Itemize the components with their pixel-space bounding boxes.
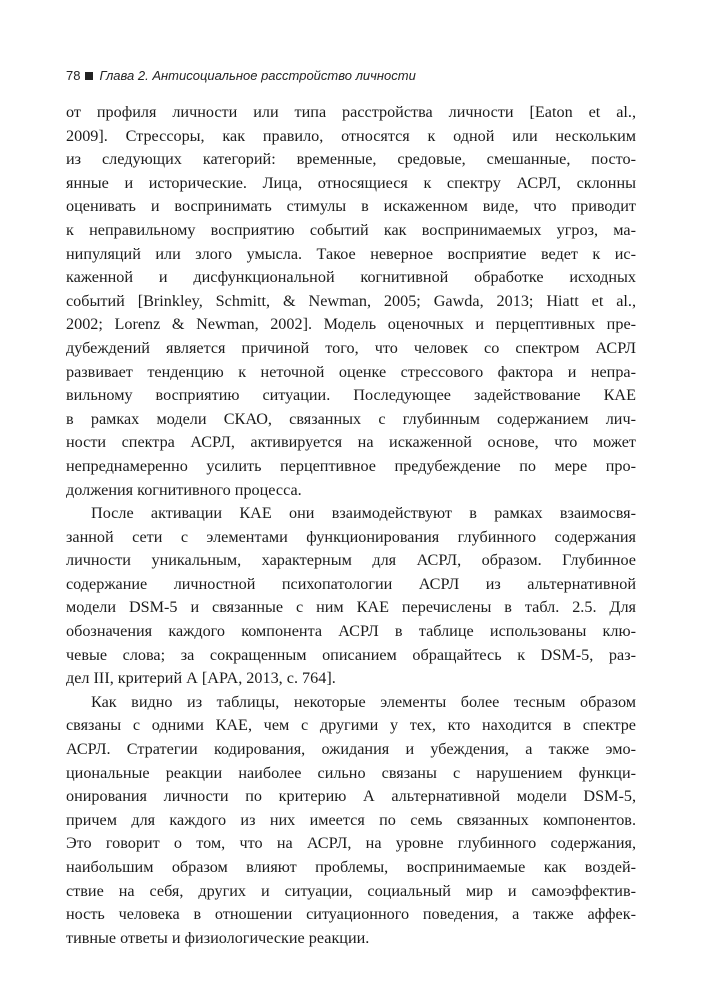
italic-run: Hiatt <box>546 291 579 310</box>
text-run: & <box>160 315 197 334</box>
text-run: янные и исторические. Лица, относящиеся к спектру АСРЛ, склонны <box>66 173 636 192</box>
text-line <box>66 172 636 196</box>
italic-run: Gawda <box>433 291 480 310</box>
text-run: дубеждений является причиной того, что человек со спектром АСРЛ <box>66 338 636 357</box>
text-run: 2009]. Стрессоры, как правило, относятся к одной или нескольким <box>66 126 636 145</box>
text-line <box>66 266 636 290</box>
text-line <box>66 361 636 385</box>
text-line <box>66 785 636 809</box>
square-bullet-icon <box>85 72 93 80</box>
text-line <box>66 337 636 361</box>
text-line <box>66 714 636 738</box>
text-run: занной сети с элементами функционирования глубинного содержания <box>66 527 636 546</box>
text-run: тивные ответы и физиологические реакции. <box>66 928 370 947</box>
text-run: дел III, критерий А [ <box>66 669 208 688</box>
text-run: личности уникальным, характерным для АСРЛ, образом. Глубинное <box>66 551 636 570</box>
text-run: к неправильному восприятию событий как воспринимаемых угроз, ма- <box>66 220 636 239</box>
text-line <box>66 219 636 243</box>
italic-run: эмо- <box>605 740 636 759</box>
paragraph <box>66 101 636 502</box>
text-run: должения когнитивного процесса. <box>66 480 302 499</box>
running-head <box>66 68 416 83</box>
italic-run: DSM-5, <box>583 787 636 806</box>
text-line <box>66 526 636 550</box>
text-line <box>66 762 636 786</box>
italic-run: циональные реакции <box>66 763 223 782</box>
text-run: & <box>270 291 309 310</box>
text-line <box>66 691 636 715</box>
text-line <box>66 479 636 503</box>
text-line <box>66 408 636 432</box>
body-text <box>66 101 636 950</box>
text-run: раз- <box>593 645 636 664</box>
italic-run: DSM-5 <box>128 598 178 617</box>
text-line <box>66 832 636 856</box>
text-run: от профиля личности или типа расстройства личности [ <box>66 103 535 121</box>
text-run: непреднамеренно усилить перцептивное предубеждение по мере про- <box>66 456 636 475</box>
text-run: , 2002]. Модель оценочных и перцептивных пре- <box>254 315 637 334</box>
italic-run: Стратегии кодирования, ожидания и убеждения <box>126 740 505 759</box>
text-line <box>66 596 636 620</box>
text-run: Как видно из таблицы, некоторые элементы более тесным образом <box>91 692 636 711</box>
text-line <box>66 101 636 125</box>
text-line <box>66 927 636 951</box>
text-run: 2002; <box>66 315 115 334</box>
text-line <box>66 573 636 597</box>
text-run: модели <box>66 598 129 617</box>
text-line <box>66 856 636 880</box>
text-run: наибольшим образом влияют проблемы, воспринимаемые как воздей- <box>66 858 636 876</box>
italic-run: Newman <box>308 291 367 310</box>
text-line <box>66 290 636 314</box>
italic-run: DSM-5, <box>540 645 594 664</box>
text-run: , 2013; <box>479 291 547 310</box>
text-run: развивает тенденцию к неточной оценке стрессового фактора и непра- <box>66 362 636 381</box>
text-line <box>66 384 636 408</box>
text-line <box>66 243 636 267</box>
text-run: ность человека в отношении ситуационного поведения, а также аффек- <box>66 905 636 924</box>
text-run: , 2013, с. 764]. <box>238 669 336 688</box>
text-run: обозначения каждого компонента АСРЛ в таблице использованы клю- <box>66 622 636 641</box>
text-line <box>66 644 636 668</box>
text-line <box>66 549 636 573</box>
text-run: ствие на себя, других и ситуации, социальный мир и самоэффектив- <box>66 881 636 900</box>
text-run: et al., <box>572 103 636 121</box>
text-run: каженной и дисфункциональной когнитивной обработке исходных <box>66 268 636 287</box>
text-line <box>66 148 636 172</box>
chapter-title: Глава 2. Антисоциальное расстройство личности <box>99 68 416 83</box>
text-line <box>66 903 636 927</box>
text-line <box>66 809 636 833</box>
text-run: оценивать и воспринимать стимулы в искаженном виде, что приводит <box>66 197 636 216</box>
text-run: онирования личности по критерию А альтернативной модели <box>66 787 584 806</box>
text-line <box>66 738 636 762</box>
italic-run: Eaton <box>534 103 573 121</box>
italic-run: Brinkley, Schmitt, <box>143 291 271 310</box>
text-line <box>66 195 636 219</box>
text-run: вильному восприятию ситуации. Последующее задействование КАЕ <box>66 386 636 405</box>
paragraph <box>66 502 636 691</box>
text-line <box>66 880 636 904</box>
text-line <box>66 620 636 644</box>
text-run: ности спектра АСРЛ, активируется на искаженной основе, что может <box>66 433 636 452</box>
text-line <box>66 502 636 526</box>
text-run: После активации КАЕ они взаимодействуют в рамках взаимосвя- <box>91 504 636 523</box>
text-run: и связанные с ним КАЕ перечислены в табл. 2.5. Для <box>177 598 636 617</box>
text-run: связаны с одними КАЕ, чем с другими у тех, кто находится в спектре <box>66 716 636 735</box>
text-run: причем для каждого из них имеется по семь связанных компонентов. <box>66 810 636 829</box>
text-run: в рамках модели СКАО, связанных с глубинным содержанием лич- <box>66 409 636 428</box>
text-run: нипуляций или злого умысла. Такое неверное восприятие ведет к ис- <box>66 244 636 263</box>
text-line <box>66 313 636 337</box>
italic-run: APA <box>207 669 239 688</box>
italic-run: Newman <box>196 315 255 334</box>
page-number: 78 <box>66 68 81 83</box>
text-run: et al., <box>578 291 637 310</box>
text-run: наиболее сильно связаны с нарушением функци- <box>222 763 636 782</box>
text-line <box>66 431 636 455</box>
text-line <box>66 455 636 479</box>
text-line <box>66 125 636 149</box>
text-run: , 2005; <box>366 291 434 310</box>
text-run: из следующих категорий: временные, средовые, смешанные, посто- <box>66 150 636 169</box>
text-line <box>66 667 636 691</box>
paragraph <box>66 691 636 951</box>
text-run: событий [ <box>66 291 144 310</box>
text-run: чевые слова; за сокращенным описанием обращайтесь к <box>66 645 541 664</box>
text-run: АСРЛ. <box>66 740 127 759</box>
text-run: содержание личностной психопатологии АСРЛ из альтернативной <box>66 574 636 593</box>
text-run: , а также <box>504 740 606 759</box>
italic-run: Lorenz <box>114 315 161 334</box>
text-run: Это говорит о том, что на АСРЛ, на уровне глубинного содержания, <box>66 834 636 853</box>
